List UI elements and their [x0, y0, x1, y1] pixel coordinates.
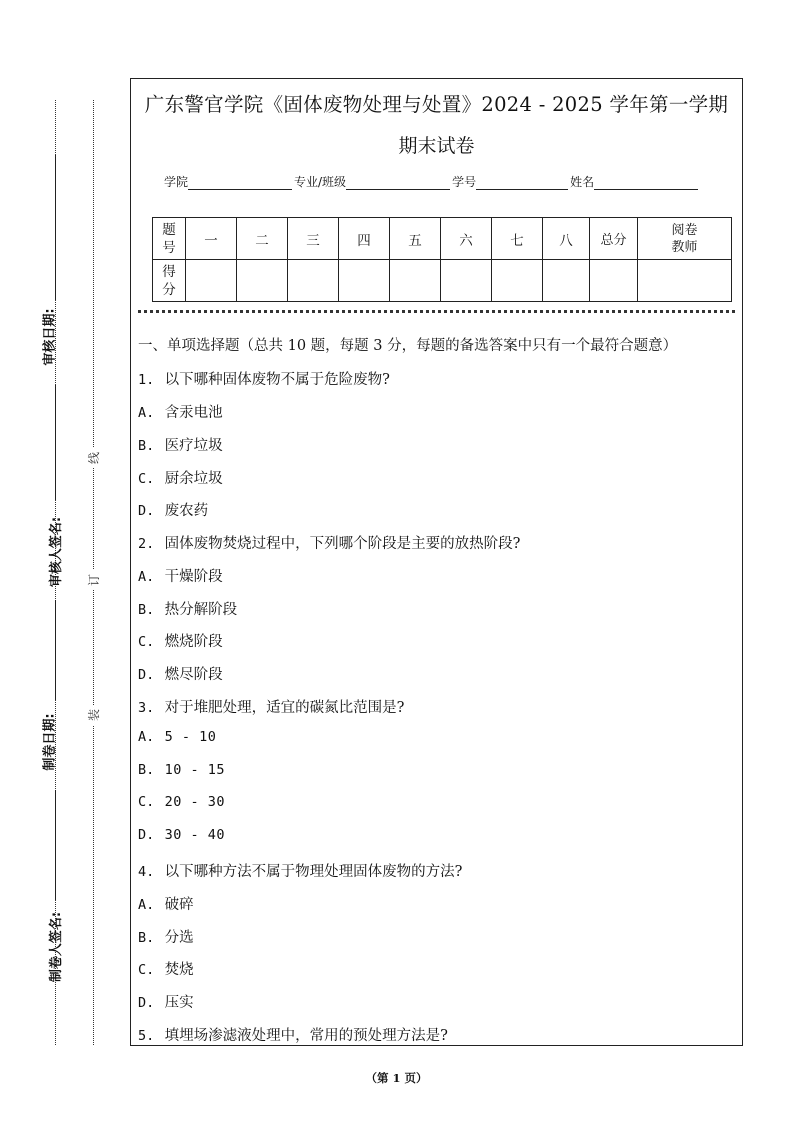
- score-col-3: 三: [288, 218, 339, 260]
- option-letter: B.: [138, 930, 155, 946]
- option-letter: C.: [138, 634, 155, 650]
- binding-staple-char: 订: [84, 570, 104, 590]
- option-text: 压实: [164, 995, 194, 1011]
- option-3a[interactable]: [138, 729, 216, 745]
- score-cell-grader[interactable]: [638, 260, 732, 302]
- option-text: 焚烧: [164, 962, 194, 978]
- question-text: 填埋场渗滤液处理中，常用的预处理方法是?: [164, 1028, 448, 1044]
- score-col-6: 六: [441, 218, 492, 260]
- question-text: 固体废物焚烧过程中，下列哪个阶段是主要的放热阶段?: [164, 536, 521, 552]
- binding-line-char: 线: [84, 448, 104, 468]
- name-label: 姓名: [570, 175, 595, 189]
- score-cell-5[interactable]: [390, 260, 441, 302]
- reviewer-sign-line: [55, 385, 56, 500]
- score-table-header-row: [153, 218, 732, 260]
- question-number: 5.: [138, 1028, 155, 1044]
- option-1a[interactable]: [138, 401, 223, 422]
- option-1d[interactable]: [138, 499, 208, 520]
- option-letter: D.: [138, 667, 155, 683]
- option-text: 20 - 30: [164, 794, 226, 810]
- option-letter: C.: [138, 794, 155, 810]
- question-number-label: 题 号: [153, 218, 186, 260]
- option-text: 分选: [164, 930, 194, 946]
- question-text: 以下哪种方法不属于物理处理固体废物的方法?: [164, 864, 463, 880]
- option-text: 燃烧阶段: [164, 634, 223, 650]
- option-text: 破碎: [164, 897, 194, 913]
- question-text: 以下哪种固体废物不属于危险废物?: [164, 372, 390, 388]
- option-1b[interactable]: [138, 434, 223, 455]
- score-col-total: 总分: [590, 218, 638, 260]
- option-letter: B.: [138, 438, 155, 454]
- score-cell-6[interactable]: [441, 260, 492, 302]
- option-4a[interactable]: [138, 893, 194, 914]
- option-letter: D.: [138, 503, 155, 519]
- option-text: 含汞电池: [164, 405, 223, 421]
- score-cell-1[interactable]: [186, 260, 237, 302]
- question-5: [138, 1024, 448, 1045]
- option-text: 厨余垃圾: [164, 471, 223, 487]
- option-2b[interactable]: [138, 598, 237, 619]
- option-letter: C.: [138, 471, 155, 487]
- question-text: 对于堆肥处理，适宜的碳氮比范围是?: [164, 700, 405, 716]
- option-letter: B.: [138, 762, 155, 778]
- option-text: 热分解阶段: [164, 602, 238, 618]
- option-4d[interactable]: [138, 991, 194, 1012]
- score-col-7: 七: [492, 218, 543, 260]
- option-2c[interactable]: [138, 630, 223, 651]
- name-field[interactable]: [594, 176, 698, 190]
- question-2: [138, 532, 520, 553]
- question-number: 2.: [138, 536, 155, 552]
- major-class-label: 专业/班级: [294, 175, 347, 189]
- question-number: 3.: [138, 700, 155, 716]
- option-letter: D.: [138, 827, 155, 843]
- compile-date-label: 制卷日期:: [42, 713, 58, 771]
- score-cell-2[interactable]: [237, 260, 288, 302]
- compile-date-line: [55, 600, 56, 700]
- student-info-row: [164, 173, 700, 190]
- score-cell-8[interactable]: [543, 260, 590, 302]
- binding-bind-char: 装: [84, 705, 104, 725]
- reviewer-sign-label: 审核人签名:: [49, 516, 65, 588]
- option-text: 医疗垃圾: [164, 438, 223, 454]
- compiler-sign-label: 制卷人签名:: [49, 911, 65, 983]
- option-3d[interactable]: [138, 827, 225, 843]
- option-letter: A.: [138, 897, 155, 913]
- option-text: 10 - 15: [164, 762, 226, 778]
- review-date-label: 审核日期:: [42, 308, 58, 366]
- compiler-sign-line: [55, 790, 56, 900]
- option-3c[interactable]: [138, 794, 225, 810]
- question-4: [138, 860, 462, 881]
- question-number: 1.: [138, 372, 155, 388]
- score-col-grader: 阅卷 教师: [638, 218, 732, 260]
- student-id-field[interactable]: [476, 176, 568, 190]
- section-separator: [138, 310, 735, 313]
- option-text: 5 - 10: [164, 729, 217, 745]
- option-letter: A.: [138, 569, 155, 585]
- option-4c[interactable]: [138, 958, 194, 979]
- score-col-8: 八: [543, 218, 590, 260]
- question-3: [138, 696, 404, 717]
- score-cell-total[interactable]: [590, 260, 638, 302]
- option-letter: A.: [138, 405, 155, 421]
- option-letter: A.: [138, 729, 155, 745]
- exam-frame: [130, 78, 743, 1046]
- option-text: 干燥阶段: [164, 569, 223, 585]
- score-table: [152, 217, 732, 302]
- college-field[interactable]: [188, 176, 292, 190]
- score-table-score-row: [153, 260, 732, 302]
- option-2a[interactable]: [138, 565, 223, 586]
- student-id-label: 学号: [452, 175, 477, 189]
- option-text: 30 - 40: [164, 827, 226, 843]
- option-letter: D.: [138, 995, 155, 1011]
- score-col-1: 一: [186, 218, 237, 260]
- exam-title: 广东警官学院《固体废物处理与处置》2024 - 2025 学年第一学期: [144, 93, 729, 116]
- score-label: 得 分: [153, 260, 186, 302]
- score-cell-7[interactable]: [492, 260, 543, 302]
- exam-subtitle: 期末试卷: [398, 135, 475, 157]
- page-number: （第 1 页）: [365, 1071, 428, 1085]
- college-label: 学院: [164, 175, 189, 189]
- review-date-line: [55, 155, 56, 300]
- score-col-2: 二: [237, 218, 288, 260]
- major-class-field[interactable]: [346, 176, 450, 190]
- question-number: 4.: [138, 864, 155, 880]
- score-col-5: 五: [390, 218, 441, 260]
- option-letter: C.: [138, 962, 155, 978]
- option-text: 废农药: [164, 503, 209, 519]
- option-3b[interactable]: [138, 762, 225, 778]
- option-1c[interactable]: [138, 467, 223, 488]
- question-1: [138, 368, 390, 389]
- option-text: 燃尽阶段: [164, 667, 223, 683]
- section-title: 一、单项选择题（总共 10 题，每题 3 分，每题的备选答案中只有一个最符合题意）: [138, 338, 678, 354]
- option-letter: B.: [138, 602, 155, 618]
- score-cell-4[interactable]: [339, 260, 390, 302]
- score-cell-3[interactable]: [288, 260, 339, 302]
- option-4b[interactable]: [138, 926, 194, 947]
- option-2d[interactable]: [138, 663, 223, 684]
- score-col-4: 四: [339, 218, 390, 260]
